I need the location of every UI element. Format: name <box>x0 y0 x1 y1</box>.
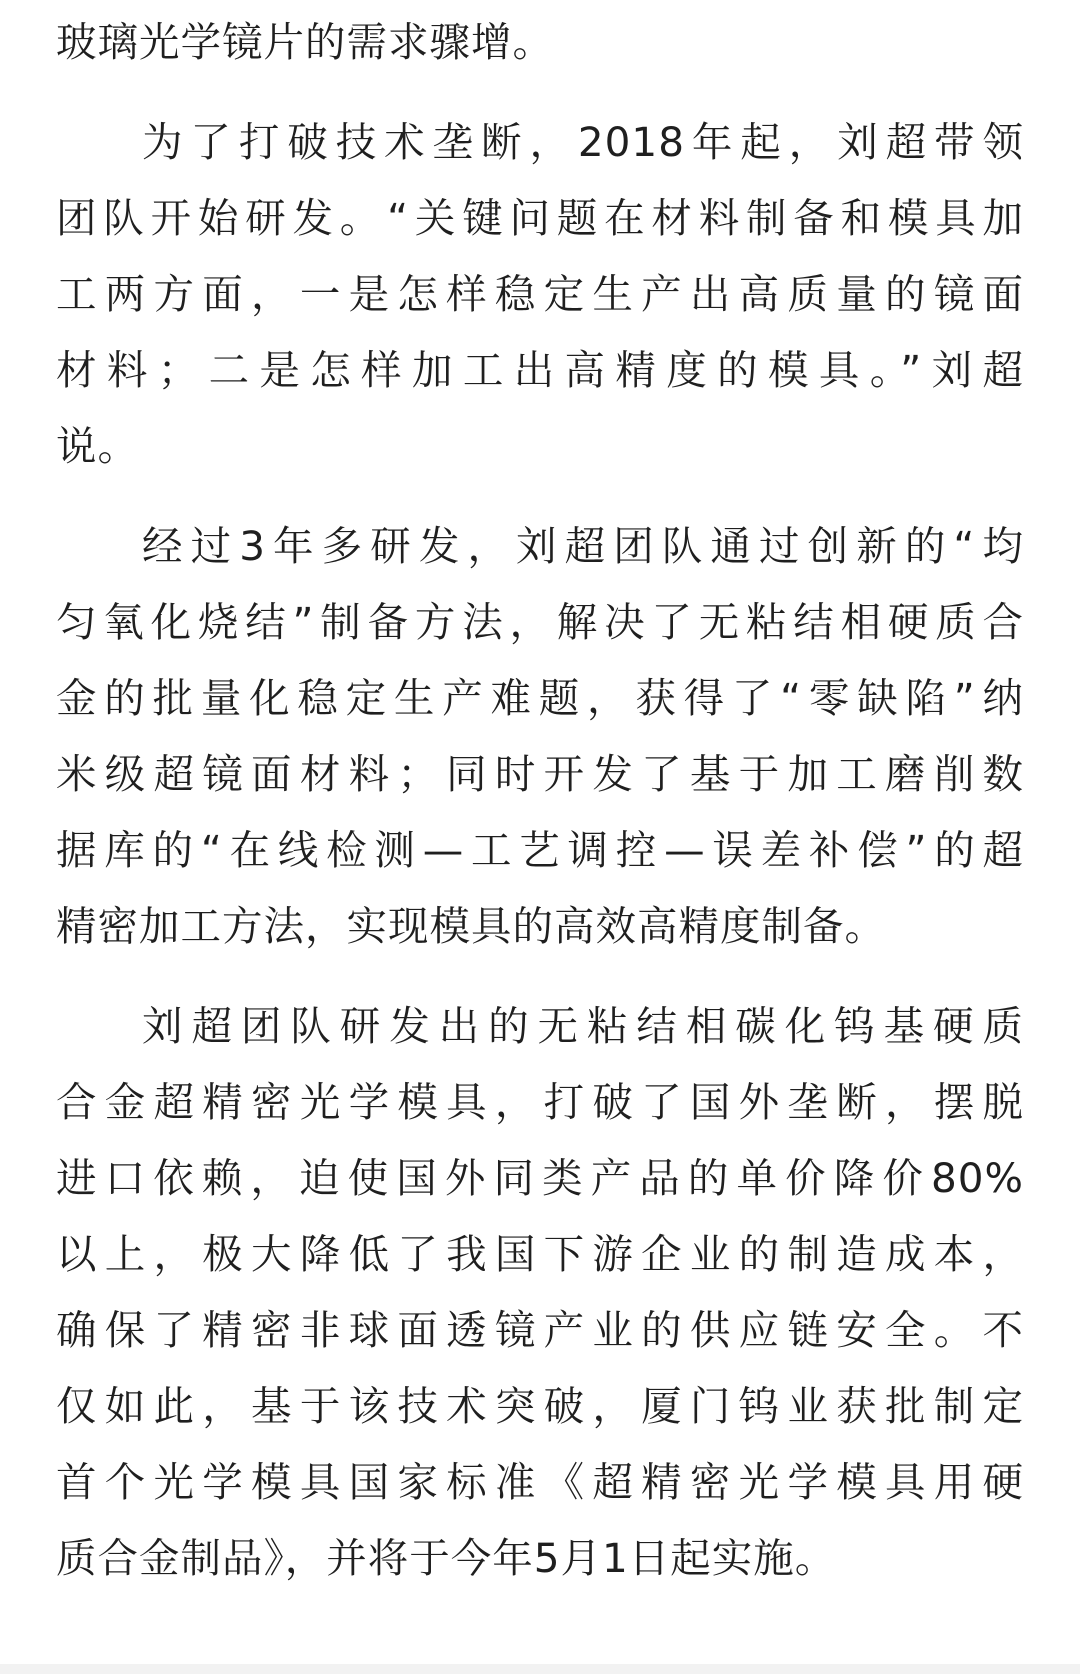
paragraph-3 <box>56 508 1024 964</box>
text-line: 经过3年多研发，刘超团队通过创新的“均 <box>142 522 1024 570</box>
text-line: 首个光学模具国家标准《超精密光学模具用硬 <box>56 1458 1024 1506</box>
bottom-divider <box>0 1664 1080 1674</box>
text-line: 工两方面，一是怎样稳定生产出高质量的镜面 <box>56 270 1024 318</box>
paragraph-4 <box>56 988 1024 1596</box>
text-line: 玻璃光学镜片的需求骤增。 <box>56 18 554 66</box>
text-line: 材料；二是怎样加工出高精度的模具。”刘超 <box>56 346 1024 394</box>
text-line: 团队开始研发。“关键问题在材料制备和模具加 <box>56 194 1024 242</box>
text-line: 说。 <box>56 422 139 470</box>
text-line: 金的批量化稳定生产难题，获得了“零缺陷”纳 <box>56 674 1024 722</box>
text-line: 刘超团队研发出的无粘结相碳化钨基硬质 <box>142 1002 1024 1050</box>
text-line: 质合金制品》，并将于今年5月1日起实施。 <box>56 1534 837 1582</box>
text-line: 合金超精密光学模具，打破了国外垄断，摆脱 <box>56 1078 1024 1126</box>
text-line: 匀氧化烧结”制备方法，解决了无粘结相硬质合 <box>56 598 1024 646</box>
text-line: 仅如此，基于该技术突破，厦门钨业获批制定 <box>56 1382 1024 1430</box>
text-line: 据库的“在线检测—工艺调控—误差补偿”的超 <box>56 826 1024 874</box>
text-line: 为了打破技术垄断，2018年起，刘超带领 <box>142 118 1024 166</box>
paragraph-1 <box>56 4 1024 80</box>
text-line: 米级超镜面材料；同时开发了基于加工磨削数 <box>56 750 1024 798</box>
paragraph-2 <box>56 104 1024 484</box>
text-line: 以上，极大降低了我国下游企业的制造成本， <box>56 1230 1024 1278</box>
text-line: 精密加工方法，实现模具的高效高精度制备。 <box>56 902 886 950</box>
text-line: 确保了精密非球面透镜产业的供应链安全。不 <box>56 1306 1024 1354</box>
text-line: 进口依赖，迫使国外同类产品的单价降价80% <box>56 1154 1024 1202</box>
